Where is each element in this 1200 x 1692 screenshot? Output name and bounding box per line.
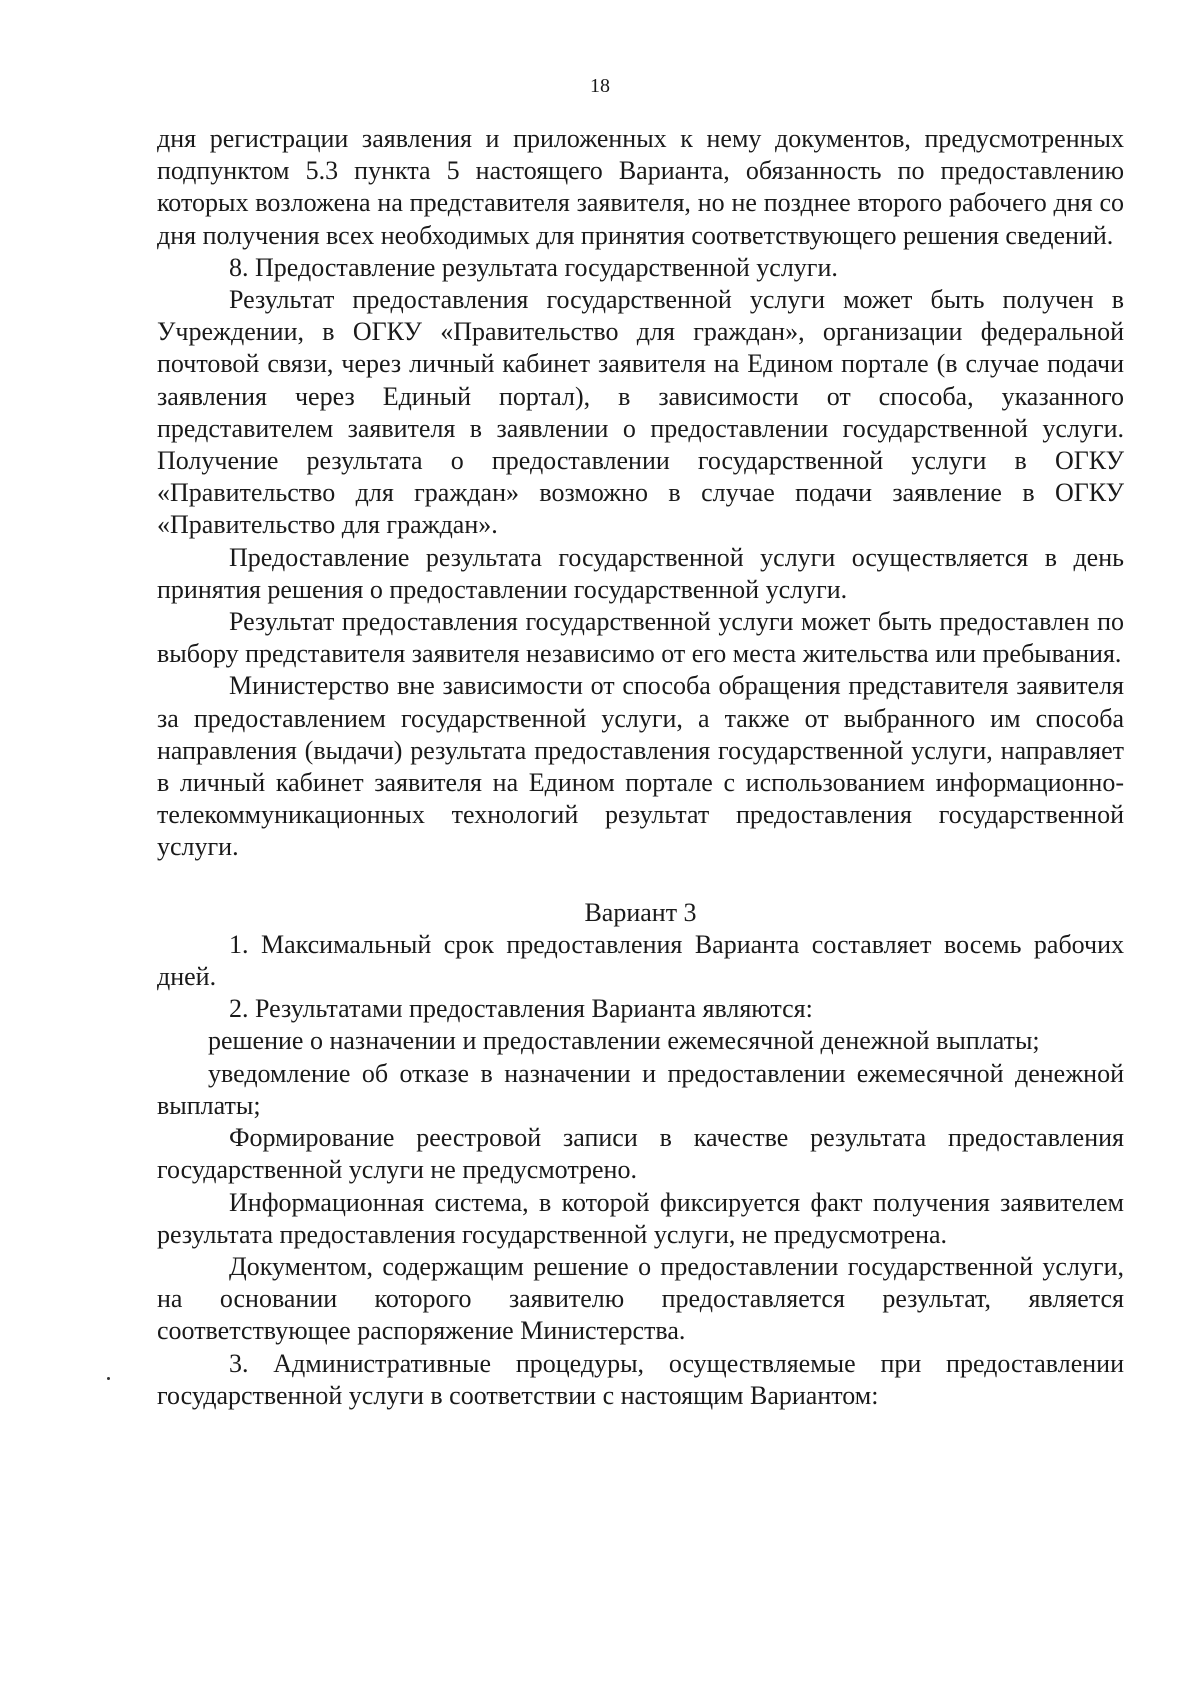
paragraph-max-term: 1. Максимальный срок предоставления Варианта составляет восемь рабочих дней.	[157, 929, 1124, 992]
paragraph-result-choice: Результат предоставления государственной услуги может быть предоставлен по выбору представителя заявителя независимо от его места жительства или пребывания.	[157, 607, 1124, 669]
section-heading-variant-3: Вариант 3	[584, 897, 697, 927]
paragraph-result-timing: Предоставление результата государственной услуги осуществляется в день принятия решения о предоставлении государственной услуги.	[157, 542, 1124, 604]
paragraph-result-receipt: Результат предоставления государственной услуги может быть получен в Учреждении, в ОГКУ «Правительство для граждан», организации федеральной почтовой связи, через личный кабинет заявителя на Едином портале (в случае подачи заявления через Единый портал), в зависимости от способа, указанного представителем заявителя в заявлении о предоставлении государственной услуги. Получение результата о предоставлении государственной услуги в ОГКУ «Правительство для граждан» возможно в случае подачи заявление в ОГКУ «Правительство для граждан».	[157, 285, 1124, 540]
paragraph-ministry-sends: Министерство вне зависимости от способа обращения представителя заявителя за предоставлением государственной услуги, а также от выбранного им способа направления (выдачи) результата предоставления государственной услуги, направляет в личный кабинет заявителя на Едином портале с использованием информационно-телекоммуникационных технологий результат предоставления государственной услуги.	[157, 671, 1124, 862]
paragraph-continuation: дня регистрации заявления и приложенных к нему документов, предусмотренных подпунктом 5.3 пункта 5 настоящего Варианта, обязанность по предоставлению которых возложена на представителя заявителя, но не позднее второго рабочего дня со дня получения всех необходимых для принятия соответствующего решения сведений.	[157, 124, 1124, 250]
paragraph-info-system: Информационная система, в которой фиксируется факт получения заявителем результата предоставления государственной услуги, не предусмотрена.	[157, 1187, 1124, 1249]
list-item-refusal-notice: уведомление об отказе в назначении и предоставлении ежемесячной денежной выплаты;	[157, 1058, 1124, 1120]
paragraph-admin-procedures: 3. Административные процедуры, осуществляемые при предоставлении государственной услуги в соответствии с настоящим Вариантом:	[157, 1348, 1124, 1410]
paragraph-results-list-intro: 2. Результатами предоставления Варианта являются:	[229, 994, 813, 1024]
paragraph-registry-record: Формирование реестровой записи в качестве результата предоставления государственной услуги не предусмотрено.	[157, 1123, 1124, 1185]
document-body	[157, 123, 1124, 1412]
scan-dot	[107, 1377, 110, 1380]
paragraph-decision-document: Документом, содержащим решение о предоставлении государственной услуги, на основании которого заявителю предоставляется результат, является соответствующее распоряжение Министерства.	[157, 1251, 1124, 1346]
page-number: 18	[590, 75, 610, 97]
list-item-decision: решение о назначении и предоставлении ежемесячной денежной выплаты;	[208, 1026, 1040, 1056]
paragraph-section-8-heading: 8. Предоставление результата государственной услуги.	[229, 252, 838, 282]
